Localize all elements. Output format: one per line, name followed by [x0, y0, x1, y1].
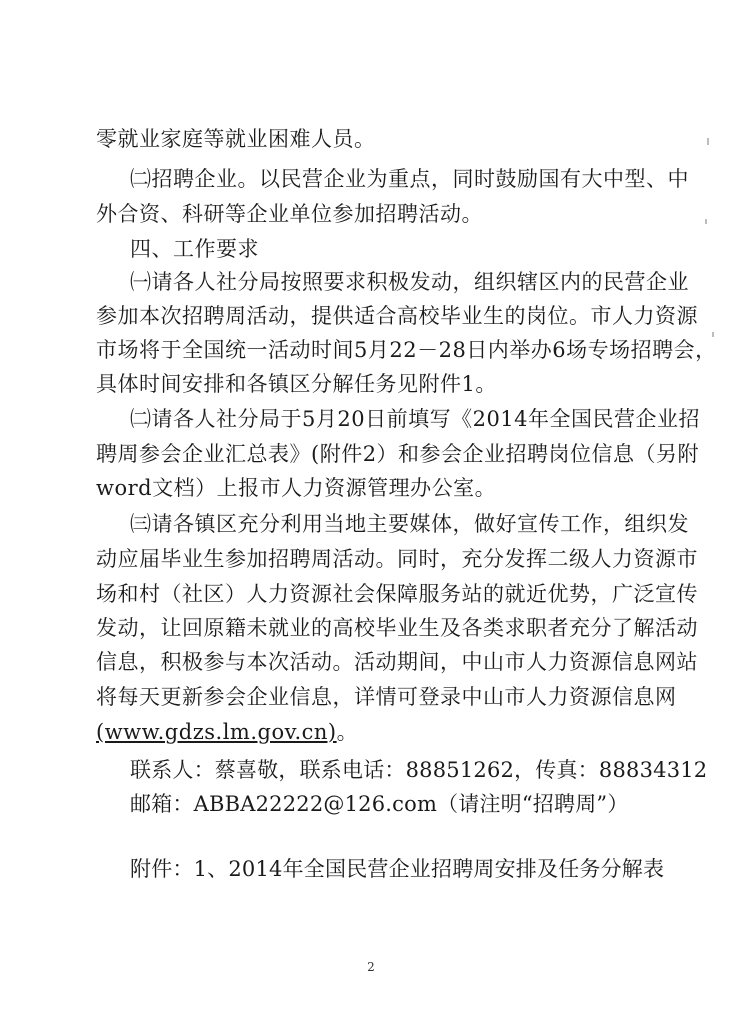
scan-mark — [707, 138, 709, 145]
paragraph-line: word文档）上报市人力资源管理办公室。 — [96, 476, 497, 500]
website-link[interactable]: (www.gdzs.lm.gov.cn) — [96, 720, 337, 744]
paragraph-line: 信息，积极参与本次活动。活动期间，中山市人力资源信息网站 — [96, 650, 698, 674]
url-suffix: 。 — [336, 720, 359, 744]
paragraph-line: 零就业家庭等就业困难人员。 — [96, 127, 376, 151]
scan-mark — [712, 332, 714, 337]
email-line: 邮箱：ABBA22222@126.com（请注明“招聘周”） — [130, 792, 629, 816]
paragraph-line: 具体时间安排和各镇区分解任务见附件1。 — [96, 372, 497, 396]
paragraph-line: 聘周参会企业汇总表》(附件2）和参会企业招聘岗位信息（另附 — [96, 442, 700, 466]
paragraph-line: 将每天更新参会企业信息，详情可登录中山市人力资源信息网 — [96, 685, 677, 709]
paragraph-line: 参加本次招聘周活动，提供适合高校毕业生的岗位。市人力资源 — [96, 304, 698, 328]
paragraph-line: ㈠请各人社分局按照要求积极发动，组织辖区内的民营企业 — [130, 270, 689, 294]
paragraph-line: ㈡招聘企业。以民营企业为重点，同时鼓励国有大中型、中 — [130, 167, 689, 191]
paragraph-line: 场和村（社区）人力资源社会保障服务站的就近优势，广泛宣传 — [96, 582, 698, 606]
paragraph-line: ㈢请各镇区充分利用当地主要媒体，做好宣传工作，组织发 — [130, 512, 689, 536]
section-heading: 四、工作要求 — [130, 237, 259, 261]
scan-mark — [705, 219, 707, 224]
paragraph-line: 外合资、科研等企业单位参加招聘活动。 — [96, 202, 483, 226]
page-number: 2 — [367, 960, 375, 974]
url-line — [96, 718, 358, 746]
attachment-line: 附件：1、2014年全国民营企业招聘周安排及任务分解表 — [130, 857, 665, 881]
paragraph-line: 市场将于全国统一活动时间5月22－28日内举办6场专场招聘会， — [96, 338, 717, 362]
paragraph-line: 动应届毕业生参加招聘周活动。同时，充分发挥二级人力资源市 — [96, 547, 698, 571]
paragraph-line: ㈡请各人社分局于5月20日前填写《2014年全国民营企业招 — [130, 407, 701, 431]
paragraph-line: 发动，让回原籍未就业的高校毕业生及各类求职者充分了解活动 — [96, 616, 698, 640]
contact-line: 联系人：蔡喜敬，联系电话：88851262，传真：88834312 — [130, 758, 708, 782]
